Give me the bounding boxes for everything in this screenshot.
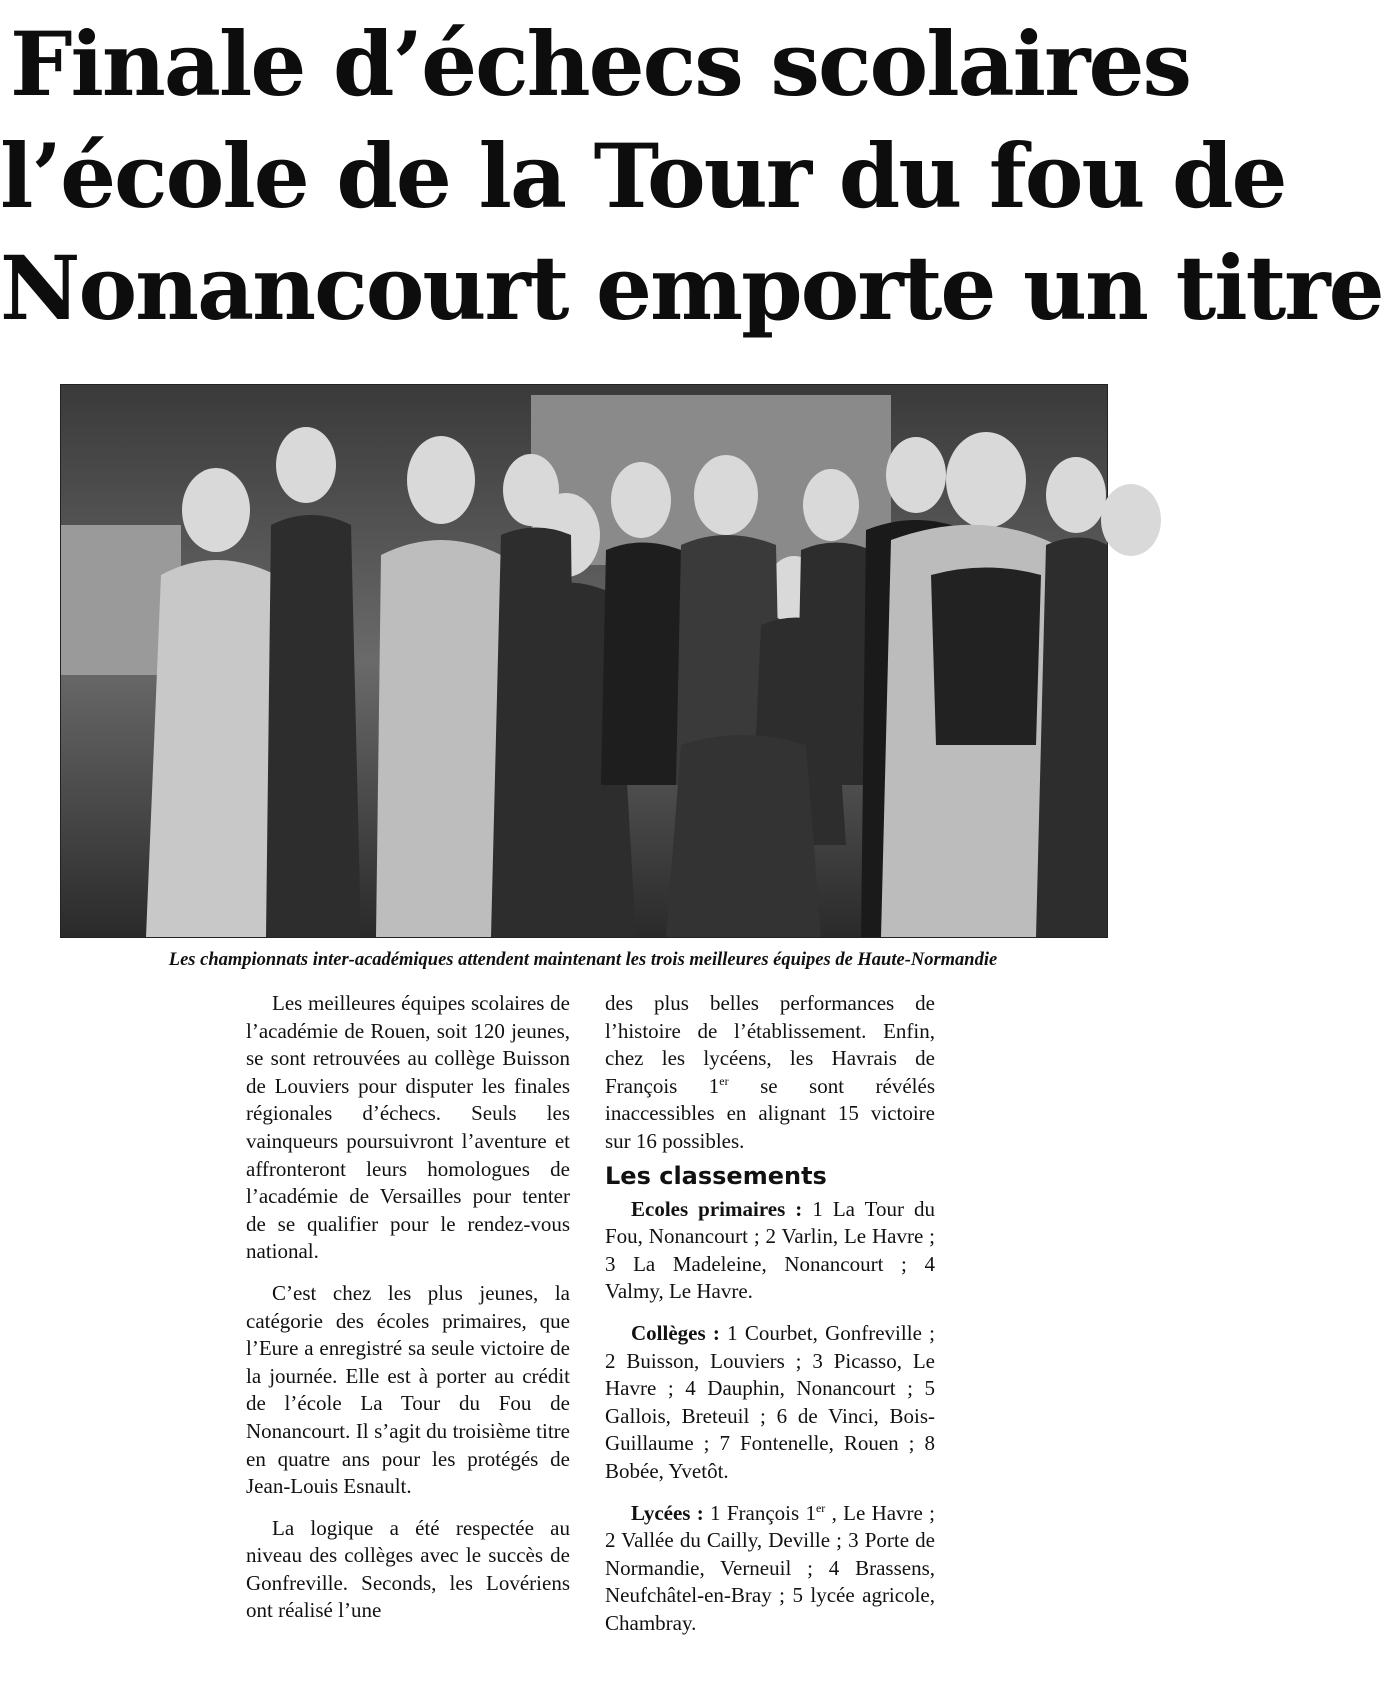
- headline-line: Nonancourt emporte un titre: [0, 236, 1383, 340]
- ordinal-suffix: er: [815, 1500, 826, 1515]
- headline-line: l’école de la Tour du fou de: [0, 124, 1286, 228]
- ranking-high-schools: [605, 1500, 935, 1638]
- headline-line: Finale d’échecs scolaires: [9, 12, 1191, 116]
- article-paragraph-continued: [605, 990, 935, 1156]
- article-paragraph: La logique a été respectée au niveau des collèges avec le succès de Gonfreville. Seconds, les Lovériens ont réalisé l’une: [246, 1515, 570, 1623]
- ranking-label: Collèges :: [631, 1320, 720, 1345]
- ranking-label: Ecoles primaires :: [631, 1196, 803, 1221]
- article-paragraph: Les meilleures équipes scolaires de l’académie de Rouen, soit 120 jeunes, se sont retrouvées au collège Buisson de Louviers pour disputer les finales régionales d’échecs. Seuls les vainqueurs poursuivront l’aventure et affronteront leurs homologues de l’académie de Versailles pour tenter de se qualifier pour le rendez-vous national.: [246, 991, 570, 1264]
- article-column-left: [246, 990, 570, 1639]
- ranking-text: 1 La Tour du Fou, Nonancourt ; 2 Varlin, Le Havre ; 3 La Madeleine, Nonancourt ; 4 Valmy, Le Havre.: [605, 1196, 936, 1304]
- ranking-text: , Le Havre ; 2 Vallée du Cailly, Deville ; 3 Porte de Normandie, Verneuil ; 4 Brassens, Neufchâtel-en-Bray ; 5 lycée agricole, Chambray.: [605, 1500, 935, 1635]
- group-photo: [60, 384, 1108, 938]
- article-paragraph: C’est chez les plus jeunes, la catégorie des écoles primaires, que l’Eure a enregistré sa seule victoire de la journée. Elle est à porter au crédit de l’école La Tour du Fou de Nonancourt. Il s’agit du troisième titre en quatre ans pour les protégés de Jean-Louis Esnault.: [246, 1280, 570, 1499]
- headline: [0, 8, 1383, 344]
- photo-caption: Les championnats inter-académiques attendent maintenant les trois meilleures équipes de Haute-Normandie: [168, 950, 998, 970]
- ordinal-suffix: er: [719, 1073, 729, 1088]
- continued-text: se sont révélés inaccessibles en alignant 15 victoire sur 16 possibles.: [605, 1073, 935, 1153]
- article-column-right: [605, 990, 935, 1651]
- ranking-primary-schools: [605, 1196, 935, 1306]
- rankings-title: Les classements: [605, 1161, 827, 1190]
- ranking-text: 1 François 1: [703, 1500, 816, 1525]
- ranking-colleges: [605, 1320, 935, 1486]
- continued-text: des plus belles performances de l’histoire de l’établissement. Enfin, chez les lycéens, les Havrais de François 1: [605, 991, 935, 1098]
- group-photo-image: [61, 385, 1107, 937]
- ranking-text: 1 Courbet, Gonfreville ; 2 Buisson, Louviers ; 3 Picasso, Le Havre ; 4 Dauphin, Nonancourt ; 5 Gallois, Breteuil ; 6 de Vinci, Bois-Guillaume ; 7 Fontenelle, Rouen ; 8 Bobée, Yvetôt.: [605, 1320, 935, 1483]
- ranking-label: Lycées :: [631, 1500, 704, 1525]
